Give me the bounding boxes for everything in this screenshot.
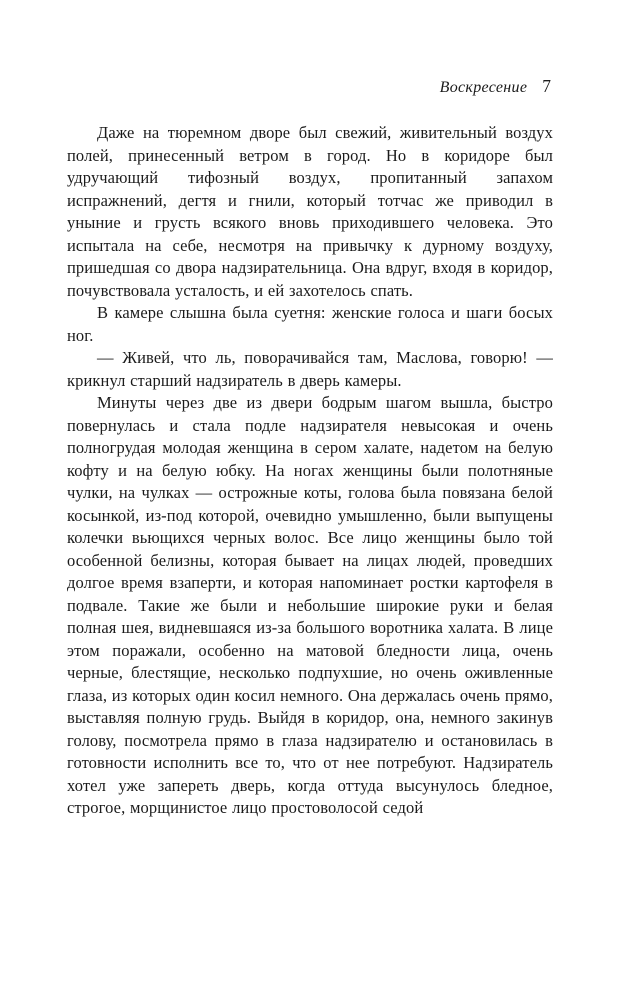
paragraph: — Живей, что ль, поворачивайся там, Маслова, говорю! — крикнул старший надзиратель в дверь камеры. xyxy=(67,348,553,390)
page-header xyxy=(67,76,553,98)
paragraph: Минуты через две из двери бодрым шагом вышла, быстро повернулась и стала подле надзирателя невысокая и очень полногрудая молодая женщина в сером халате, надетом на белую кофту и на белую юбку. На ногах женщины были полотняные чулки, на чулках — острожные коты, голова была повязана белой косынкой, из-под которой, очевидно умышленно, были выпущены колечки вьющихся черных волос. Все лицо женщины было той особенной белизны, которая бывает на лицах людей, проведших долгое время взаперти, и которая напоминает ростки картофеля в подвале. Такие же были и небольшие широкие руки и белая полная шея, видневшаяся из-за большого воротника халата. В лице этом поражали, особенно на матовой бледности лица, очень черные, блестящие, несколько подпухшие, но очень оживленные глаза, из которых один косил немного. Она держалась очень прямо, выставляя полную грудь. Выйдя в коридор, она, немного закинув голову, посмотрела прямо в глаза надзирателю и остановилась в готовности исполнить все то, что от нее потребуют. Надзиратель хотел уже запереть дверь, когда оттуда высунулось бледное, строгое, морщинистое лицо простоволосой седой xyxy=(67,393,553,817)
page-number: 7 xyxy=(542,76,551,96)
body-text xyxy=(67,122,553,820)
paragraph: Даже на тюремном дворе был свежий, живительный воздух полей, принесенный ветром в город. Но в коридоре был удручающий тифозный воздух, пропитанный запахом испражнений, дегтя и гнили, который тотчас же приводил в уныние и грусть всякого вновь приходившего человека. Это испытала на себе, несмотря на привычку к дурному воздуху, пришедшая со двора надзирательница. Она вдруг, входя в коридор, почувствовала усталость, и ей захотелось спать. xyxy=(67,123,553,300)
running-title: Воскресение xyxy=(439,79,528,96)
paragraph: В камере слышна была суетня: женские голоса и шаги босых ног. xyxy=(67,303,553,345)
